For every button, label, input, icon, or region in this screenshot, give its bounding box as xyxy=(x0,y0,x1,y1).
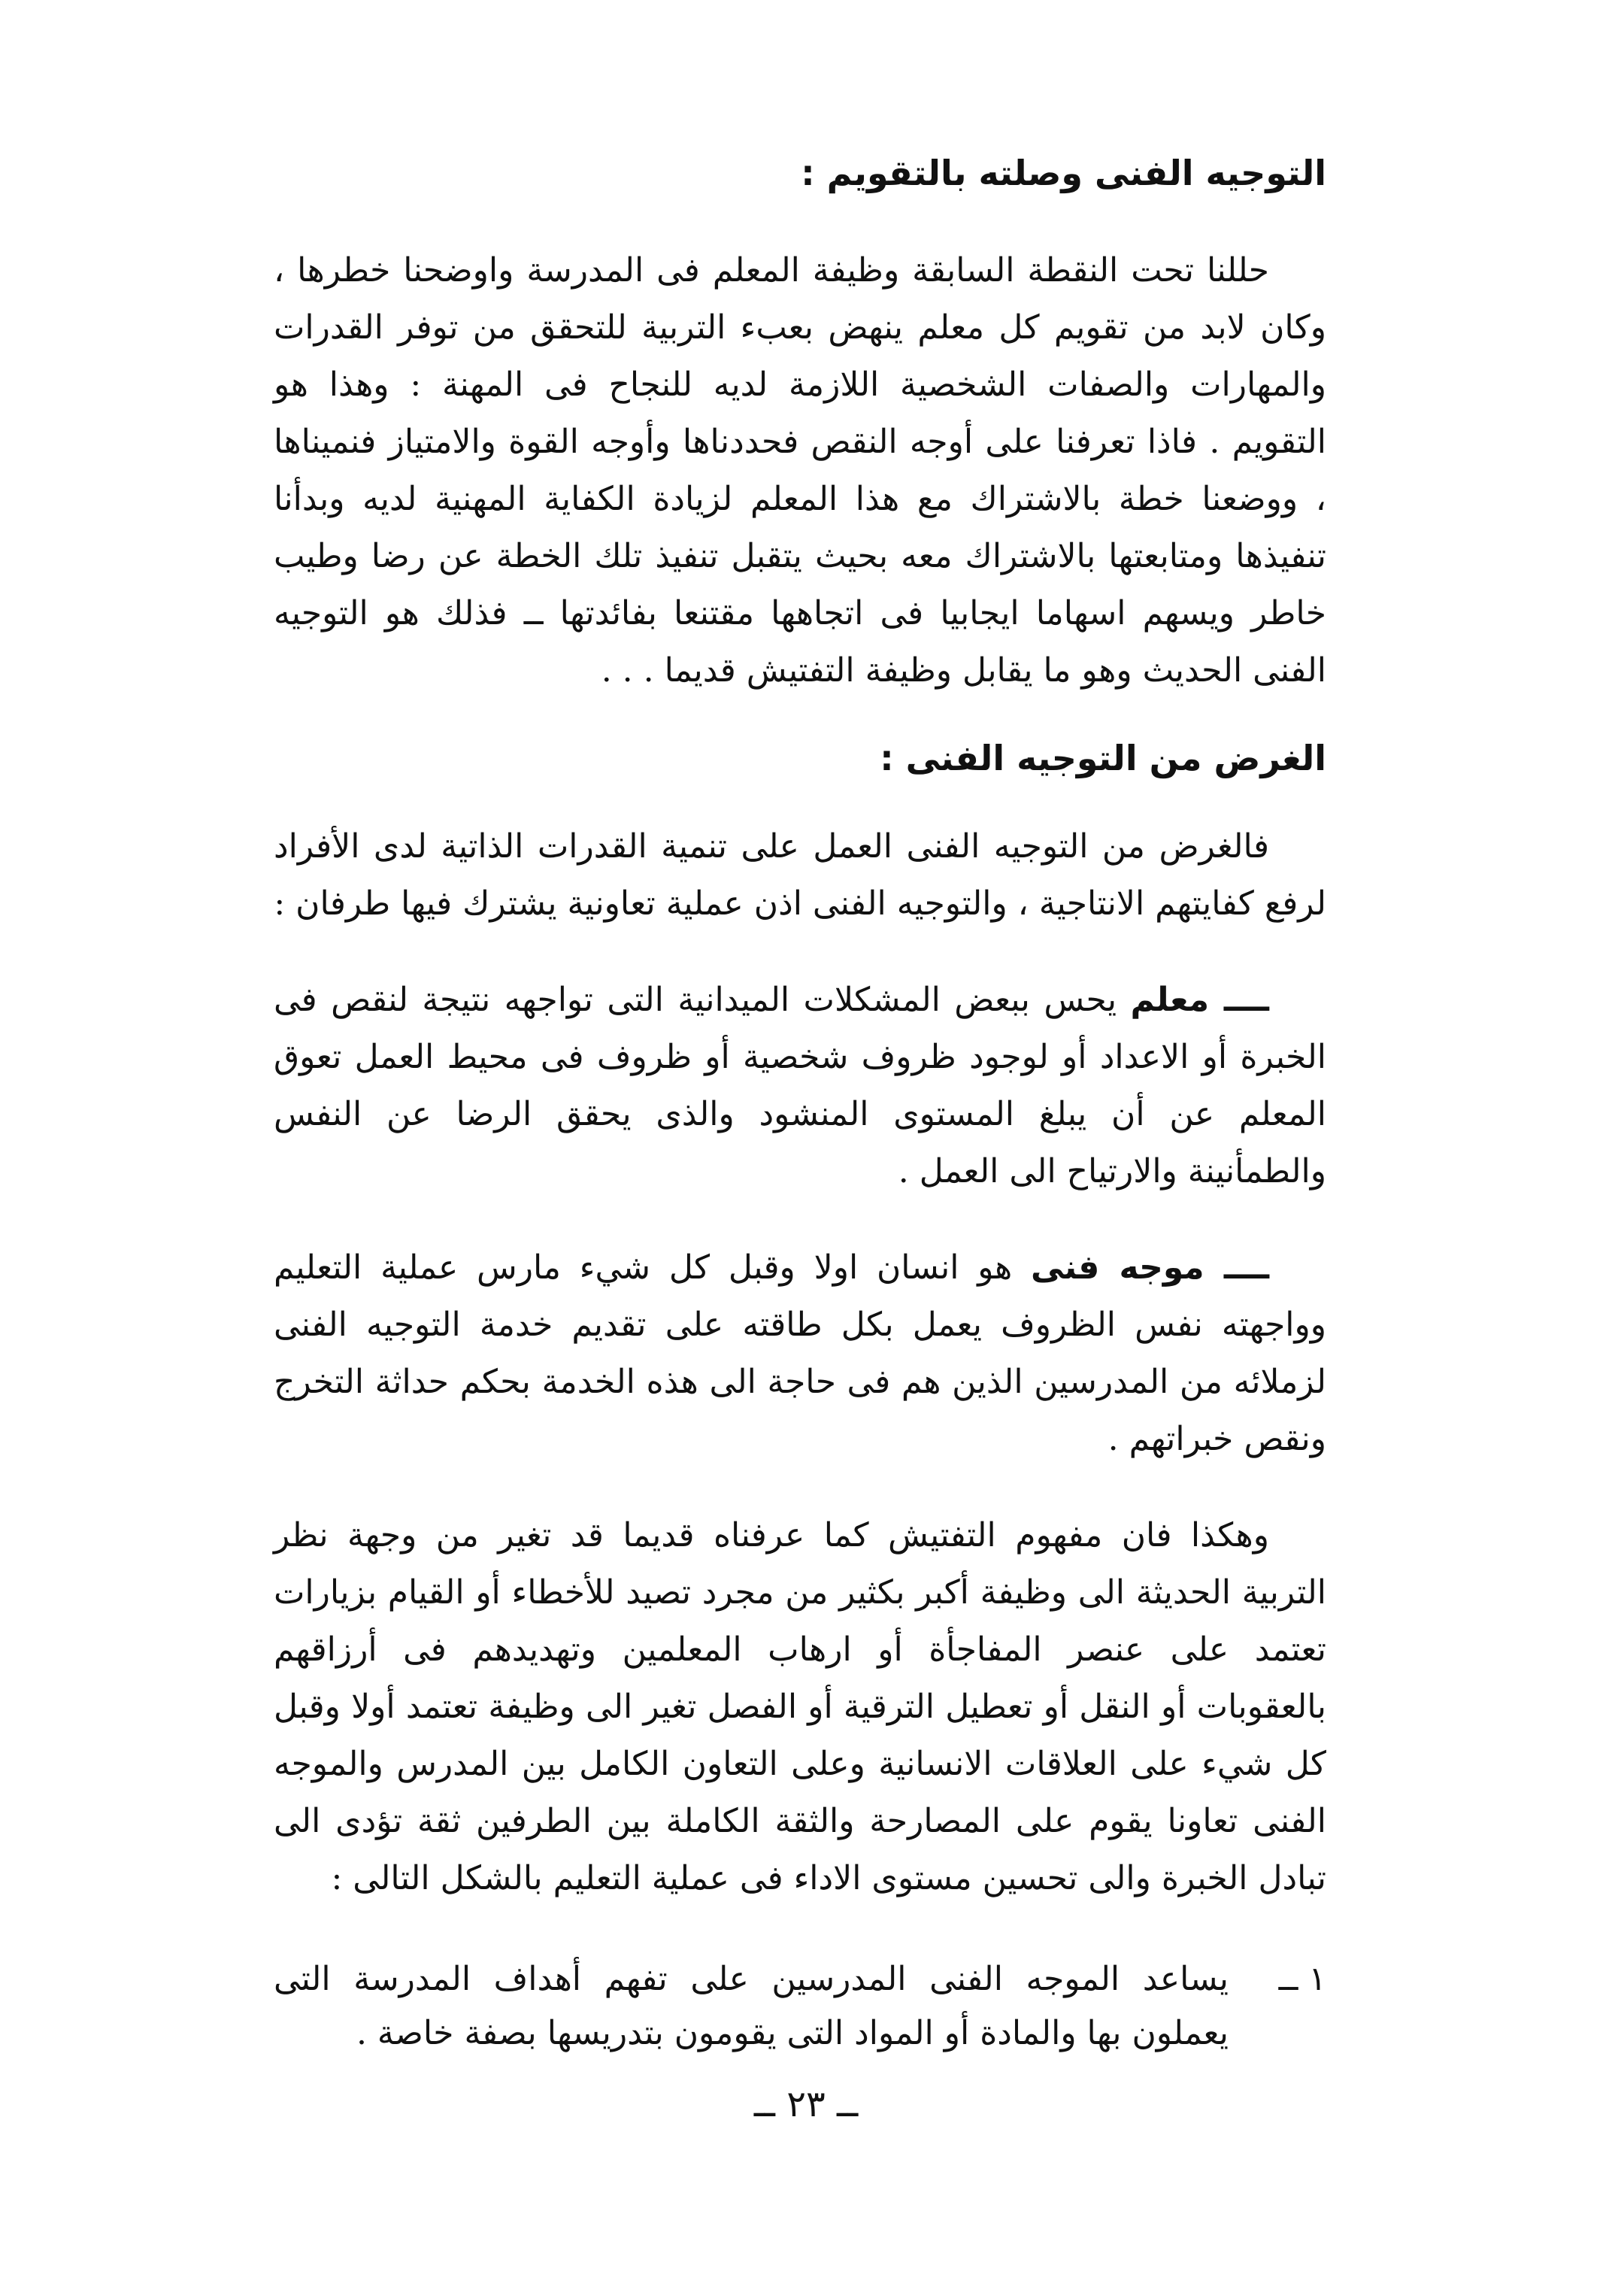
page-number: ــ ٢٣ ــ xyxy=(753,2083,859,2125)
paragraph-guidance-definition: حللنا تحت النقطة السابقة وظيفة المعلم فى المدرسة واوضحنا خطرها ، وكان لابد من تقويم كل معلم ينهض بعبء التربية للتحقق من توفر القدرات والمهارات والصفات الشخصية اللازمة لديه للنجاح فى المهنة : وهذا هو التقويم . فاذا تعرفنا على أوجه النقص فحددناها وأوجه القوة والامتياز فنميناها ، ووضعنا خطة بالاشتراك مع هذا المعلم لزيادة الكفاية المهنية لديه وبدأنا تنفيذها ومتابعتها بالاشتراك معه بحيث يتقبل تنفيذ تلك الخطة عن رضا وطيب خاطر ويسهم اسهاما ايجابيا فى اتجاهها مقتنعا بفائدتها ــ فذلك هو التوجيه الفنى الحديث وهو ما يقابل وظيفة التفتيش قديما . . . xyxy=(274,251,1326,690)
paragraph-party-teacher xyxy=(274,972,1326,1200)
section-heading-guidance-and-evaluation: التوجيه الفنى وصلته بالتقويم : xyxy=(801,153,1326,193)
list-item-number: ١ ــ xyxy=(1278,1960,1326,1998)
paragraph-inspection-concept: وهكذا فان مفهوم التفتيش كما عرفناه قديما قد تغير من وجهة نظر التربية الحديثة الى وظيفة أكبر بكثير من مجرد تصيد للأخطاء أو القيام بزيارات تعتمد على عنصر المفاجأة أو ارهاب المعلمين وتهديدهم فى أرزاقهم بالعقوبات أو النقل أو تعطيل الترقية أو الفصل تغير الى وظيفة تعتمد أولا وقبل كل شيء على العلاقات الانسانية وعلى التعاون الكامل بين المدرس والموجه الفنى تعاونا يقوم على المصارحة والثقة الكاملة بين الطرفين ثقة تؤدى الى تبادل الخبرة والى تحسين مستوى الاداء فى عملية التعليم بالشكل التالى : xyxy=(274,1516,1326,1897)
party-teacher-text: يحس ببعض المشكلات الميدانية التى تواجهه نتيجة لنقص فى الخبرة أو الاعداد أو لوجود ظروف شخصية أو ظروف فى محيط العمل تعوق المعلم عن أن يبلغ المستوى المنشود والذى يحقق الرضا عن النفس والطمأنينة والارتياح الى العمل . xyxy=(274,981,1326,1190)
paragraph-party-supervisor xyxy=(274,1239,1326,1468)
list-item-text: يساعد الموجه الفنى المدرسين على تفهم أهداف المدرسة التى يعملون بها والمادة أو المواد التى يقومون بتدريسها بصفة خاصة . xyxy=(274,1960,1229,2052)
party-supervisor-text: هو انسان اولا وقبل كل شيء مارس عملية التعليم وواجهته نفس الظروف يعمل بكل طاقته على تقديم خدمة التوجيه الفنى لزملائه من المدرسين الذين هم فى حاجة الى هذه الخدمة بحكم حداثة التخرج ونقص خبراتهم . xyxy=(274,1248,1326,1458)
party-supervisor-label: ــــ موجه فنى xyxy=(1031,1248,1269,1287)
page-content xyxy=(274,143,1326,2061)
paragraph-purpose: فالغرض من التوجيه الفنى العمل على تنمية القدرات الذاتية لدى الأفراد لرفع كفايتهم الانتاجية ، والتوجيه الفنى اذن عملية تعاونية يشترك فيها طرفان : xyxy=(274,827,1326,923)
party-teacher-label: ــــ معلم xyxy=(1130,981,1269,1019)
section-heading-purpose: الغرض من التوجيه الفنى : xyxy=(880,738,1326,778)
list-item xyxy=(274,1952,1326,2061)
